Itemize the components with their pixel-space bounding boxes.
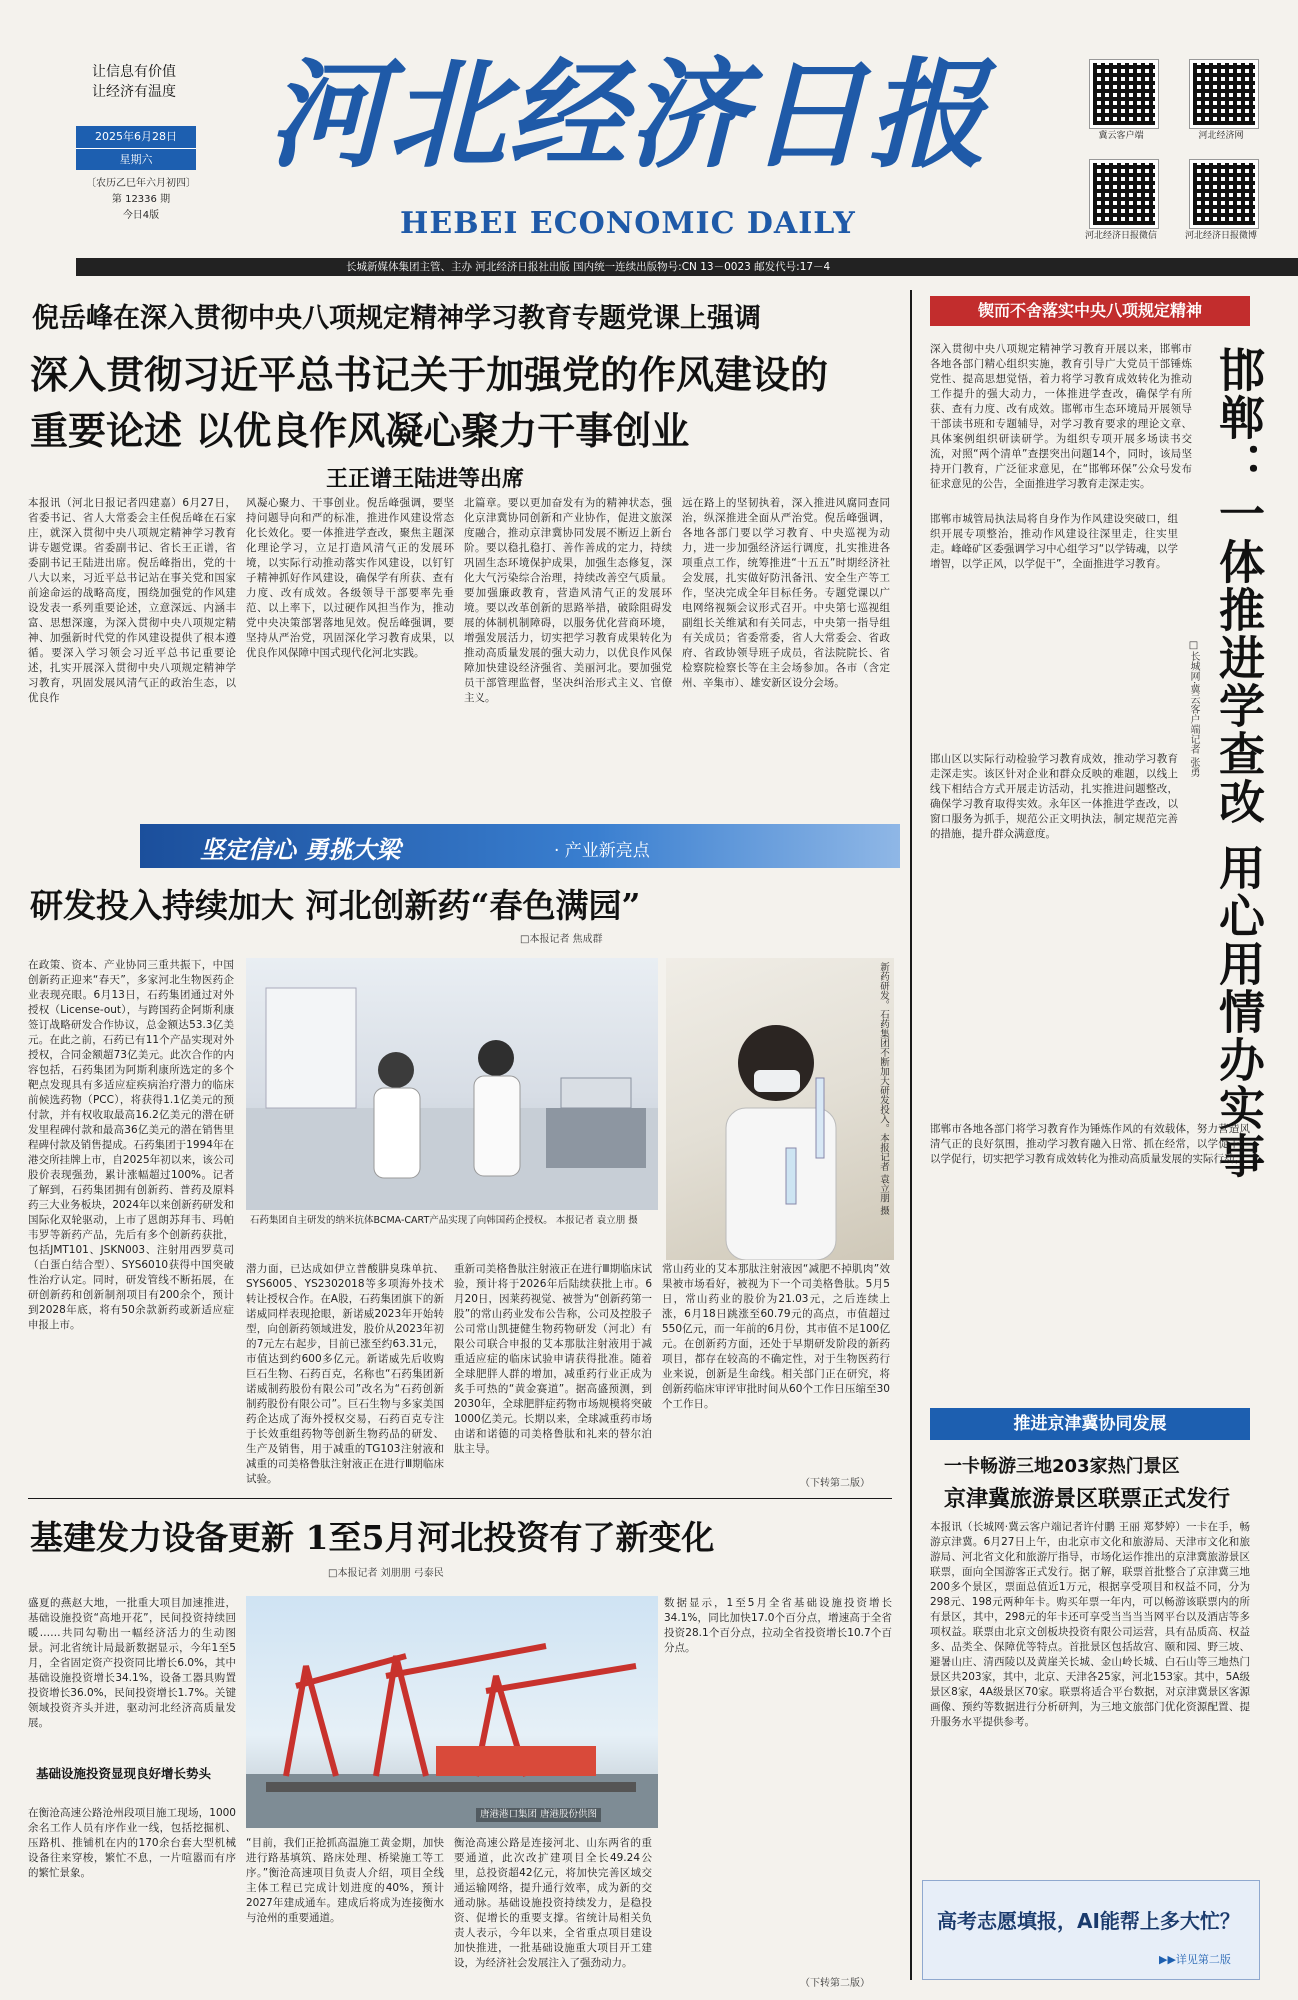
sidebar-text-3: 邯山区以实际行动检验学习教育成效，推动学习教育走深走实。该区针对企业和群众反映的难题，以线上线下相结合方式开展走访活动，扎实推进问题整改，确保学习教育取得实效。永年区一体推进学查改，以窗口服务为抓手，规范公正文明执法，制定规范完善的措施，提升群众满意度。	[930, 753, 1178, 840]
lead-kicker: 倪岳峰在深入贯彻中央八项规定精神学习教育专题党课上强调	[32, 303, 761, 334]
publisher-info: 长城新媒体集团主管、主办 河北经济日报社出版 国内统一连续出版物号:CN 13－0023 邮发代号:17－4	[346, 261, 831, 273]
researcher-photo	[666, 958, 894, 1260]
port-photo-caption: 唐港港口集团 唐港股份供图	[476, 1808, 601, 1822]
sidebar-text-4: 邯郸市各地各部门将学习教育作为锤炼作风的有效载体，努力营造风清气正的良好氛围，推动学习教育融入日常、抓在经常，以学促干、以学促行，切实把学习教育成效转化为推动高质量发展的实际行动。	[930, 1123, 1250, 1165]
issue-meta	[76, 176, 206, 224]
lead-headline-line-2: 重要论述 以优良作风凝心聚力干事创业	[30, 409, 690, 453]
tourism-kicker: 一卡畅游三地203家热门景区	[944, 1456, 1180, 1477]
lead-headline-line-1: 深入贯彻习近平总书记关于加强党的作风建设的	[30, 353, 829, 397]
publisher-bar	[76, 258, 1298, 276]
invest-byline: □本报记者 刘朋朋 弓泰民	[328, 1568, 444, 1579]
researcher-photo-caption: 新药研发。石药集团不断加大研发投入。本报记者 袁立朋 摄	[878, 962, 889, 1216]
banner-column: · 产业新亮点	[554, 841, 650, 861]
sidebar-divider	[910, 290, 912, 1980]
issue-date: 2025年6月28日	[95, 130, 177, 143]
section-divider	[28, 1498, 892, 1499]
researcher-photo-image	[666, 958, 894, 1260]
qr-block-1[interactable]	[1076, 60, 1166, 141]
slogan-line-1: 让信息有价值	[92, 64, 176, 80]
pharma-column-1: 在政策、资本、产业协同三重共振下，中国创新药正迎来“春天”，多家河北生物医药企业表现亮眼。6月13日，石药集团通过对外授权（License-out），与跨国药企阿斯利康签订战略研发合作协议，总金额达53.3亿美元。在此之前，石药已有11个产品实现对外授权，合同金额超73亿美元。此次合作的内容包括，石药集团为阿斯利康所选定的多个靶点发现具有多适应症疾病治疗潜力的临床前候选药物（PCC），将获得1.1亿美元的预付款，并有权收取最高16.2亿美元的潜在研发里程碑付款和最高36亿美元的潜在销售里程碑付款及销售提成。石药集团于1994年在港交所挂牌上市，自2025年初以来，该公司股价表现强劲，累计涨幅超过100%。记者了解到，石药集团拥有创新药、普药及原料药三大业务板块，2024年以来创新药研发和国际化双轮驱动，上市了恩朗苏拜韦、玛帕韦罗等新药产品，先后有多个创新药获批，包括JMT101、JSKN003、注射用西罗莫司（白蛋白结合型）、SYS6010获得中国突破性治疗认定。同时，研发管线不断拓展，在研创新药和创新制剂项目有200余个，预计到2028年底，将有50余款新药或新适应症申报上市。	[28, 959, 234, 1331]
qr-code-icon	[1190, 60, 1258, 128]
lead-column-4: 远在路上的坚韧执着，深入推进风腐同查同治，纵深推进全面从严治党。倪岳峰强调，各地各部门要以学习教育、中央巡视为动力，进一步加强经济运行调度，扎实推进各项重点工作，统筹推进“十五五”时期经济社会发展，扎实做好防汛备汛、安全生产等工作，坚决完成全年目标任务。专题党课以广电网络视频会议形式召开。中央第七巡视组副组长关维斌和有关同志，中央第一指导组有关成员；省委常委，省人大常委会、省政府、省政协领导班子成员，省法院院长、省检察院检察长等在主会场参加。各市（含定州、辛集市）、雄安新区设分会场。	[682, 497, 890, 689]
lead-subhead: 王正谱王陆进等出席	[326, 467, 525, 492]
lab-photo	[246, 958, 658, 1210]
port-photo	[246, 1596, 658, 1828]
sidebar-text-1: 深入贯彻中央八项规定精神学习教育开展以来，邯郸市各地各部门精心组织实施，教育引导广大党员干部锤炼党性、提高思想觉悟，着力将学习教育成效转化为推动工作提升的强大动力，一体推进学查改，确保学有所获、查有力度、改有成效。邯郸市生态环境局开展领导干部读书班和专题辅导，对学习教育要求的理论文章、具体案例组织研读研学。为组织专项开展多场读书交流，对照“两个清单”查摆突出问题14个，同时，该局坚持开门教育，广泛征求意见，在“邯郸环保”公众号发布征求意见的公告，全面推进学习教育走深走实。	[930, 343, 1192, 490]
invest-column-3: 衡沧高速公路是连接河北、山东两省的重要通道，此次改扩建项目全长49.24公里，总投资超42亿元，将加快完善区域交通运输网络，提升通行效率，成为新的交通动脉。基础设施投资持续发力，是稳投资、促增长的重要支撑。省统计局相关负责人表示，今年以来，全省重点项目建设加快推进，一批基础设施重大项目开工建设，为经济社会发展注入了强劲动力。	[454, 1837, 652, 1969]
masthead-slogans	[76, 62, 192, 102]
sidebar-text-2: 邯郸市城管局执法局将自身作为作风建设突破口，组织开展专项整治，推动作风建设往深里走，往实里走。峰峰矿区委强调学习中心组学习“以学铸魂，以学增智，以学正风，以学促干”，全面推进学习教育。	[930, 513, 1178, 570]
sidebar-promo[interactable]	[922, 1880, 1260, 1980]
pharma-column-3: 重新司美格鲁肽注射液正在进行Ⅲ期临床试验，预计将于2026年后陆续获批上市。6月20日，因莱药视觉、被誉为“创新药第一股”的常山药业发布公告称，公司及控股子公司常山凯捷健生物药物研发（河北）有限公司联合申报的艾本那肽注射液用于减重适应症的临床试验申请获得批准。随着全球肥胖人群的增加，减重药行业正成为炙手可热的“黄金赛道”。据高盛预测，到2030年，全球肥胖症药物市场规模将突破1000亿美元。长期以来，全球减重药市场由诺和诺德的司美格鲁肽和礼来的替尔泊肽主导。	[454, 1263, 652, 1455]
lunar-date: 〔农历乙巳年六月初四〕	[86, 178, 196, 189]
invest-subhead: 基础设施投资显现良好增长势头	[36, 1766, 212, 1781]
pharma-column-2: 潜力面，已达成如伊立普酸肼臭珠单抗、SYS6005、YS2302018等多项海外技术转让授权合作。在A股，石药集团旗下的新诺威同样表现抢眼，新诺威2023年开始转型，向创新药领域进发，股价从2023年初的7元左右起步，目前已涨至约63.31元，市值达到约600多亿元。新诺威先后收购巨石生物、石药百克，名称也“石药集团新诺威制药股份有限公司”改名为“石药创新制药股份有限公司”。巨石生物与多家美国药企达成了海外授权交易，石药百克专注于长效重组药物等创新生物药品的研发、生产及销售，用于减重的TG103注射液和减重的司美格鲁肽注射液正在进行Ⅲ期临床试验。	[246, 1263, 444, 1485]
promo-link[interactable]: ▶▶详见第二版	[1159, 1953, 1231, 1966]
page-count: 今日4版	[122, 210, 160, 221]
qr-label: 河北经济日报微信	[1084, 231, 1157, 241]
qr-block-2[interactable]	[1176, 60, 1266, 141]
lead-column-3: 北篇章。要以更加奋发有为的精神状态，强化京津冀协同创新和产业协作，促进文旅深度融合，推动京津冀协同发展不断迈上新台阶。要以稳扎稳打、善作善成的定力，持续巩固生态环境保护成果，加强生态修复，深化大气污染综合治理，持续改善空气质量。要加强廉政教育，营造风清气正的发展环境。要以改革创新的思路举措，破除阻碍发展的体制机制障碍，以服务优化营商环境，增强发展活力，切实把学习教育成果转化为推动高质量发展的强大动力，以优良作风保障加快建设经济强省、美丽河北。要加强党员干部管理监督，坚决纠治形式主义、官僚主义。	[464, 497, 672, 704]
issue-number: 第 12336 期	[111, 194, 171, 205]
tourism-text: 本报讯（长城网·冀云客户端记者许付鹏 王丽 郑梦婷）一卡在手，畅游京津冀。6月27日上午，由北京市文化和旅游局、天津市文化和旅游局、河北省文化和旅游厅指导，市场化运作推出的京津冀旅游景区联票，面向全国游客正式发行。据了解，联票首批整合了京津冀三地200多个景区，票面总值近1万元，根据享受项目和权益不同，分为298元、198元两种年卡。购买年票一年内，可以畅游该联票内的所有景区，其中，298元的年卡还可享受当当当当网平台以及酒店等多项权益。联票由北京文创板块投资有限公司运营，具有品质高、权益多、品类全、保障优等特点。首批景区包括故宫、颐和园、野三坡、避暑山庄、清西陵以及黄崖关长城、金山岭长城、白石山等三地热门景区共203家，其中，北京、天津各25家，河北153家。其中，5A级景区8家，4A级景区70家。联票将适合平台数据，对京津冀景区客源画像、预约等数据进行分析研判，为三地文旅部门优化资源配置、提升服务水平提供参考。	[930, 1521, 1250, 1728]
date-box	[76, 126, 196, 170]
invest-column-1: 盛夏的燕赵大地，一批重大项目加速推进，基础设施投资“高地开花”，民间投资持续回暖……共同勾勒出一幅经济活力的生动图景。河北省统计局最新数据显示，今年1至5月，全省固定资产投资同比增长6.0%，其中基础设施投资增长34.1%，设备工器具购置投资增长36.0%，民间投资增长1.7%。关键领域投资齐头并进，驱动河北经济高质量发展。	[28, 1597, 236, 1729]
sidebar-tag: 锲而不舍落实中央八项规定精神	[930, 296, 1250, 326]
qr-code-icon	[1190, 160, 1258, 228]
sidebar-blue-tag: 推进京津冀协同发展	[930, 1408, 1250, 1440]
tourism-headline: 京津冀旅游景区联票正式发行	[944, 1487, 1231, 1512]
qr-code-icon	[1090, 160, 1158, 228]
section-banner	[140, 824, 900, 868]
qr-block-4[interactable]	[1176, 160, 1266, 241]
pharma-headline: 研发投入持续加大 河北创新药“春色满园”	[30, 886, 641, 925]
lead-column-2: 风凝心聚力、干事创业。倪岳峰强调，要坚持问题导向和严的标准，推进作风建设常态化长效化。要一体推进学查改，聚焦主题深化理论学习，立足打造风清气正的发展环境，以实际行动推动落实作风建设，以钉钉子精神抓好作风建设，确保学有所获、查有力度、改有成效。各级领导干部要率先垂范、以上率下，以过硬作风担当作为，推动党中央决策部署落地见效。倪岳峰强调，要坚持从严治党，巩固深化学习教育成果，以优良作风保障中国式现代化河北实践。	[246, 497, 454, 659]
qr-block-3[interactable]	[1076, 160, 1166, 241]
lead-column-1: 本报讯（河北日报记者四建嘉）6月27日，省委书记、省人大常委会主任倪岳峰在石家庄，就深入贯彻中央八项规定精神学习教育讲专题党课。省委副书记、省长王正谱，省委副书记王陆进出席。倪岳峰指出，党的十八大以来，习近平总书记站在事关党和国家前途命运的战略高度，围绕加强党的作风建设发表一系列重要论述，立意深远、内涵丰富、思想深邃，为深入贯彻中央八项规定精神、加强新时代党的作风建设提供了根本遵循。要深入学习领会习近平总书记重要论述，扎实开展深入贯彻中央八项规定精神学习教育，巩固发展风清气正的政治生态，以优良作	[28, 497, 236, 704]
pharma-column-4: 常山药业的艾本那肽注射液因“减肥不掉肌肉”效果被市场看好，被视为下一个司美格鲁肽。5月5日，常山药业的股价为21.03元，之后连续上涨，6月18日跳涨至60.79元的高点，市值超过550亿元，而一年前的6月份，其市值不足100亿元。在创新药方面，还处于早期研发阶段的新药项目，都存在较高的不确定性，对于生物医药行业来说，创新是生命线。相关部门正在研究，将创新药临床审评审批时间从60个工作日压缩至30个工作日。	[662, 1263, 890, 1410]
banner-slogan: 坚定信心 勇挑大梁	[200, 836, 401, 864]
sidebar-vertical-headline: 邯郸：一体推进学查改 用心用情办实事	[1212, 346, 1266, 1181]
invest-column-4: 数据显示，1至5月全省基础设施投资增长34.1%，同比加快17.0个百分点，增速高于全省投资28.1个百分点，拉动全省投资增长10.7个百分点。	[664, 1597, 892, 1654]
pharma-byline: □本报记者 焦成群	[520, 934, 603, 945]
lab-photo-image	[246, 958, 658, 1210]
pharma-continued-note: （下转第二版）	[800, 1478, 870, 1489]
newspaper-title-en: HEBEI ECONOMIC DAILY	[400, 206, 856, 241]
slogan-line-2: 让经济有温度	[92, 84, 176, 100]
invest-headline: 基建发力设备更新 1至5月河北投资有了新变化	[30, 1518, 715, 1557]
qr-label: 冀云客户端	[1098, 131, 1144, 141]
qr-code-icon	[1090, 60, 1158, 128]
qr-label: 河北经济日报微博	[1184, 231, 1257, 241]
newspaper-title: 河北经济日报	[268, 45, 989, 184]
promo-title: 高考志愿填报，AI能帮上多大忙？	[937, 1909, 1240, 1933]
issue-weekday: 星期六	[76, 148, 196, 171]
invest-column-2: “目前，我们正抢抓高温施工黄金期，加快进行路基填筑、路床处理、桥梁施工等工序。”衡沧高速项目负责人介绍，项目全线主体工程已完成计划进度的40%，预计2027年建成通车。建成后将成为连接衡水与沧州的重要通道。	[246, 1837, 444, 1924]
sidebar-byline: □长城网·冀云客户端记者 张勇	[1188, 640, 1199, 778]
invest-column-1b: 在衡沧高速公路沧州段项目施工现场，1000余名工作人员有序作业一线，包括挖掘机、压路机、推铺机在内的170余台套大型机械设备往来穿梭，繁忙不息，一片喧嚣而有序的繁忙景象。	[28, 1807, 236, 1879]
qr-label: 河北经济网	[1198, 131, 1244, 141]
port-crane-image	[246, 1596, 658, 1828]
invest-continued-note: （下转第二版）	[800, 1978, 870, 1989]
lab-photo-caption: 石药集团自主研发的纳米抗体BCMA-CART产品实现了向韩国药企授权。 本报记者 袁立朋 摄	[250, 1215, 638, 1226]
